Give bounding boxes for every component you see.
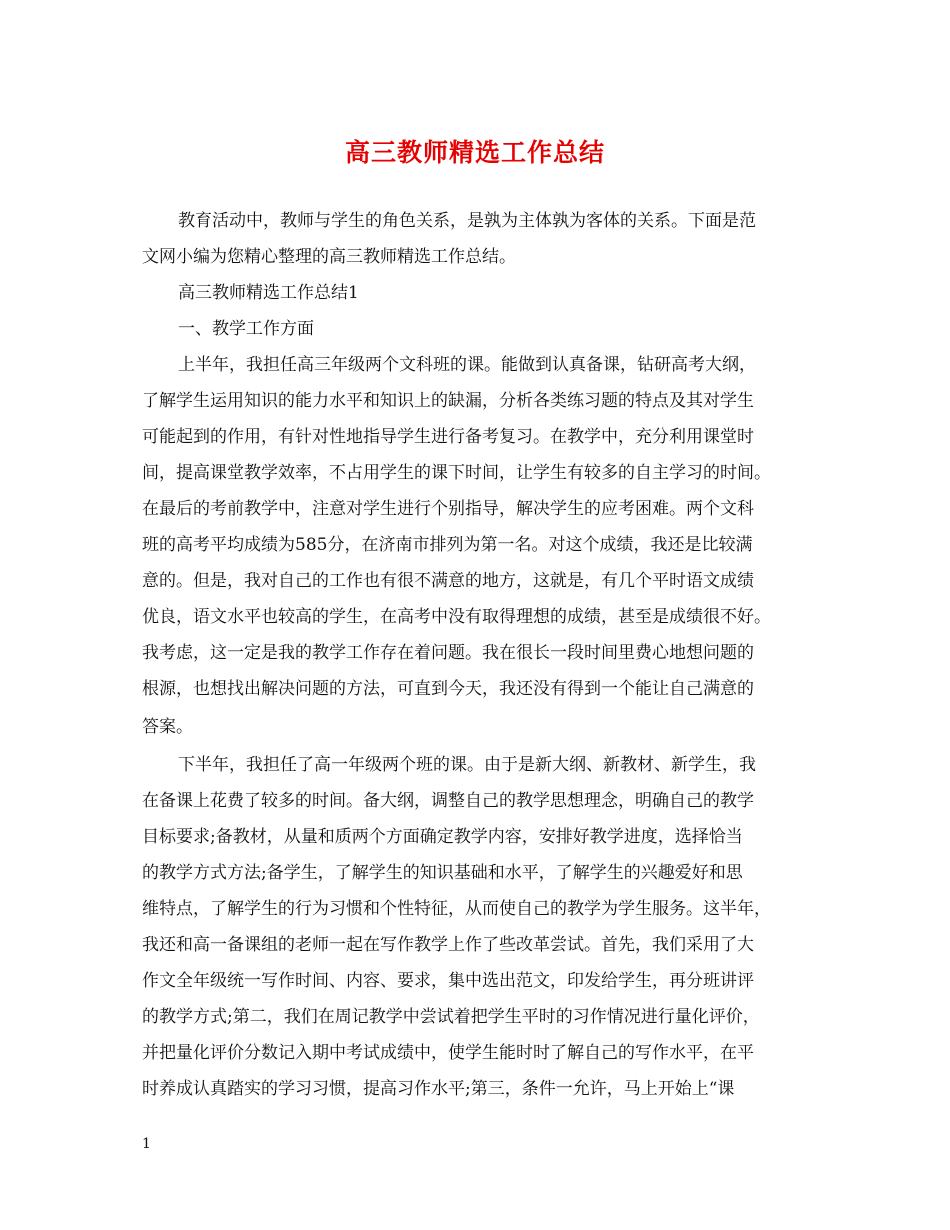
text-line: 目标要求;备教材，从量和质两个方面确定教学内容，安排好教学进度，选择恰当 <box>142 827 743 847</box>
text-line: 答案。 <box>142 717 193 737</box>
text-line: 作文全年级统一写作时间、内容、要求，集中选出范文，印发给学生，再分班讲评 <box>142 971 754 991</box>
text-line: 间，提高课堂教学效率，不占用学生的课下时间，让学生有较多的自主学习的时间。 <box>142 463 771 483</box>
text-line: 高三教师精选工作总结1 <box>178 283 359 303</box>
text-line: 在备课上花费了较多的时间。备大纲，调整自己的教学思想理念，明确自己的教学 <box>142 791 754 811</box>
text-line: 意的。但是，我对自己的工作也有很不满意的地方，这就是，有几个平时语文成绩 <box>142 571 754 591</box>
document-body <box>142 203 832 1107</box>
text-line: 根源，也想找出解决问题的方法，可直到今天，我还没有得到一个能让自己满意的 <box>142 679 754 699</box>
text-line: 班的高考平均成绩为585分，在济南市排列为第一名。对这个成绩，我还是比较满 <box>142 535 753 555</box>
text-line: 优良，语文水平也较高的学生，在高考中没有取得理想的成绩，甚至是成绩很不好。 <box>142 607 771 627</box>
text-line: 下半年，我担任了高一年级两个班的课。由于是新大纲、新教材、新学生，我 <box>178 755 756 775</box>
text-line: 教育活动中，教师与学生的角色关系，是孰为主体孰为客体的关系。下面是范 <box>178 211 756 231</box>
text-line: 维特点，了解学生的行为习惯和个性特征，从而使自己的教学为学生服务。这半年， <box>142 899 771 919</box>
text-line: 时养成认真踏实的学习习惯，提高习作水平;第三，条件一允许，马上开始上“课 <box>142 1079 735 1099</box>
text-line: 文网小编为您精心整理的高三教师精选工作总结。 <box>142 247 516 267</box>
text-line: 的教学方式方法;备学生，了解学生的知识基础和水平，了解学生的兴趣爱好和思 <box>142 863 743 883</box>
document-title: 高三教师精选工作总结 <box>344 138 605 167</box>
text-line: 我考虑，这一定是我的教学工作存在着问题。我在很长一段时间里费心地想问题的 <box>142 643 754 663</box>
text-line: 可能起到的作用，有针对性地指导学生进行备考复习。在教学中，充分利用课堂时 <box>142 427 754 447</box>
text-line: 了解学生运用知识的能力水平和知识上的缺漏，分析各类练习题的特点及其对学生 <box>142 391 754 411</box>
text-line: 的教学方式;第二，我们在周记教学中尝试着把学生平时的习作情况进行量化评价， <box>142 1007 760 1027</box>
text-line: 在最后的考前教学中，注意对学生进行个别指导，解决学生的应考困难。两个文科 <box>142 499 754 519</box>
text-line: 上半年，我担任高三年级两个文科班的课。能做到认真备课，钻研高考大纲， <box>178 355 756 375</box>
text-line: 一、教学工作方面 <box>178 319 314 339</box>
text-line: 我还和高一备课组的老师一起在写作教学上作了些改革尝试。首先，我们采用了大 <box>142 935 754 955</box>
text-line: 并把量化评价分数记入期中考试成绩中，使学生能时时了解自己的写作水平，在平 <box>142 1043 754 1063</box>
page-number: 1 <box>142 1136 151 1152</box>
